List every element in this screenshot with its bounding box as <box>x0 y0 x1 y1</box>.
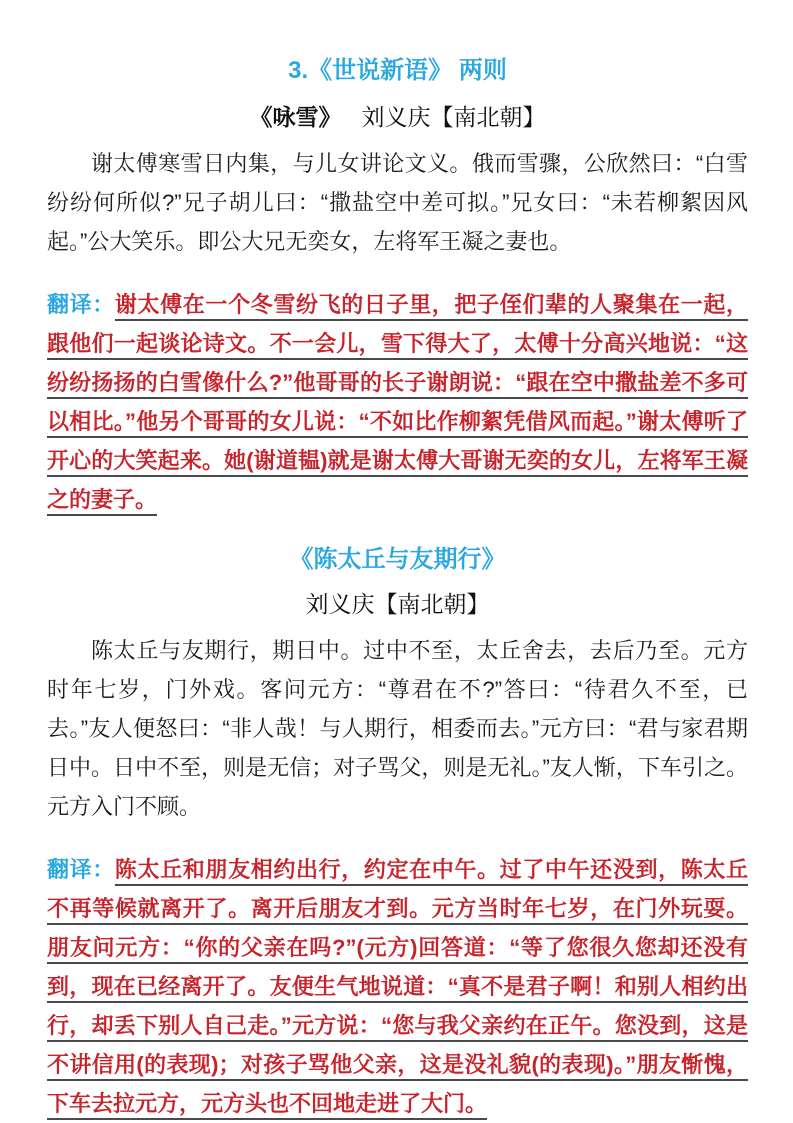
section2-author: 刘义庆【南北朝】 <box>305 591 490 617</box>
section2-translation-text: 陈太丘和朋友相约出行，约定在中午。过了中午还没到，陈太丘不再等候就离开了。离开后朋友才到。元方当时年七岁，在门外玩耍。朋友问元方：“你的父亲在吗?”(元方)回答道：“等了您很久您却还没有到，现在已经离开了。友便生气地说道：“真不是君子啊！和别人相约出行，却丢下别人自己走。”元方说：“您与我父亲约在正午。您没到，这是不讲信用(的表现)；对孩子骂他父亲，这是没礼貌(的表现)。”朋友惭愧，下车去拉元方，元方头也不回地走进了大门。 <box>47 857 748 1116</box>
section1-author: 刘义庆【南北朝】 <box>361 104 546 130</box>
section2-translation-label: 翻译： <box>47 857 115 882</box>
section1-translation-label: 翻译： <box>47 292 115 317</box>
section1-subtitle <box>47 102 748 132</box>
document-title: 3.《世说新语》 两则 <box>288 57 507 84</box>
section2-original-text: 陈太丘与友期行，期日中。过中不至，太丘舍去，去后乃至。元方时年七岁，门外戏。客问元方：“尊君在不?”答曰：“待君久不至，已去。”友人便怒曰：“非人哉！与人期行，相委而去。”元方曰：“君与家君期日中。日中不至，则是无信；对子骂父，则是无礼。”友人惭，下车引之。元方入门不顾。 <box>47 638 748 819</box>
section2-translation-paragraph <box>47 850 748 1123</box>
section2-title: 《陈太丘与友期行》 <box>289 546 506 573</box>
section1-translation-paragraph <box>47 285 748 519</box>
section1-translation-text: 谢太傅在一个冬雪纷飞的日子里，把子侄们辈的人聚集在一起，跟他们一起谈论诗文。不一会儿，雪下得大了，太傅十分高兴地说：“这纷纷扬扬的白雪像什么?”他哥哥的长子谢朗说：“跟在空中撒盐差不多可以相比。”他另个哥哥的女儿说：“不如比作柳絮凭借风而起。”谢太傅听了开心的大笑起来。她(谢道韫)就是谢太傅大哥谢无奕的女儿，左将军王凝之的妻子。 <box>47 292 748 512</box>
section2-subtitle <box>47 589 748 619</box>
section1-work-title: 《咏雪》 <box>249 104 342 130</box>
section1-original-text: 谢太傅寒雪日内集，与儿女讲论文义。俄而雪骤，公欣然曰：“白雪纷纷何所似?”兄子胡儿曰：“撒盐空中差可拟。”兄女曰：“未若柳絮因风起。”公大笑乐。即公大兄无奕女，左将军王凝之妻也。 <box>47 151 748 254</box>
